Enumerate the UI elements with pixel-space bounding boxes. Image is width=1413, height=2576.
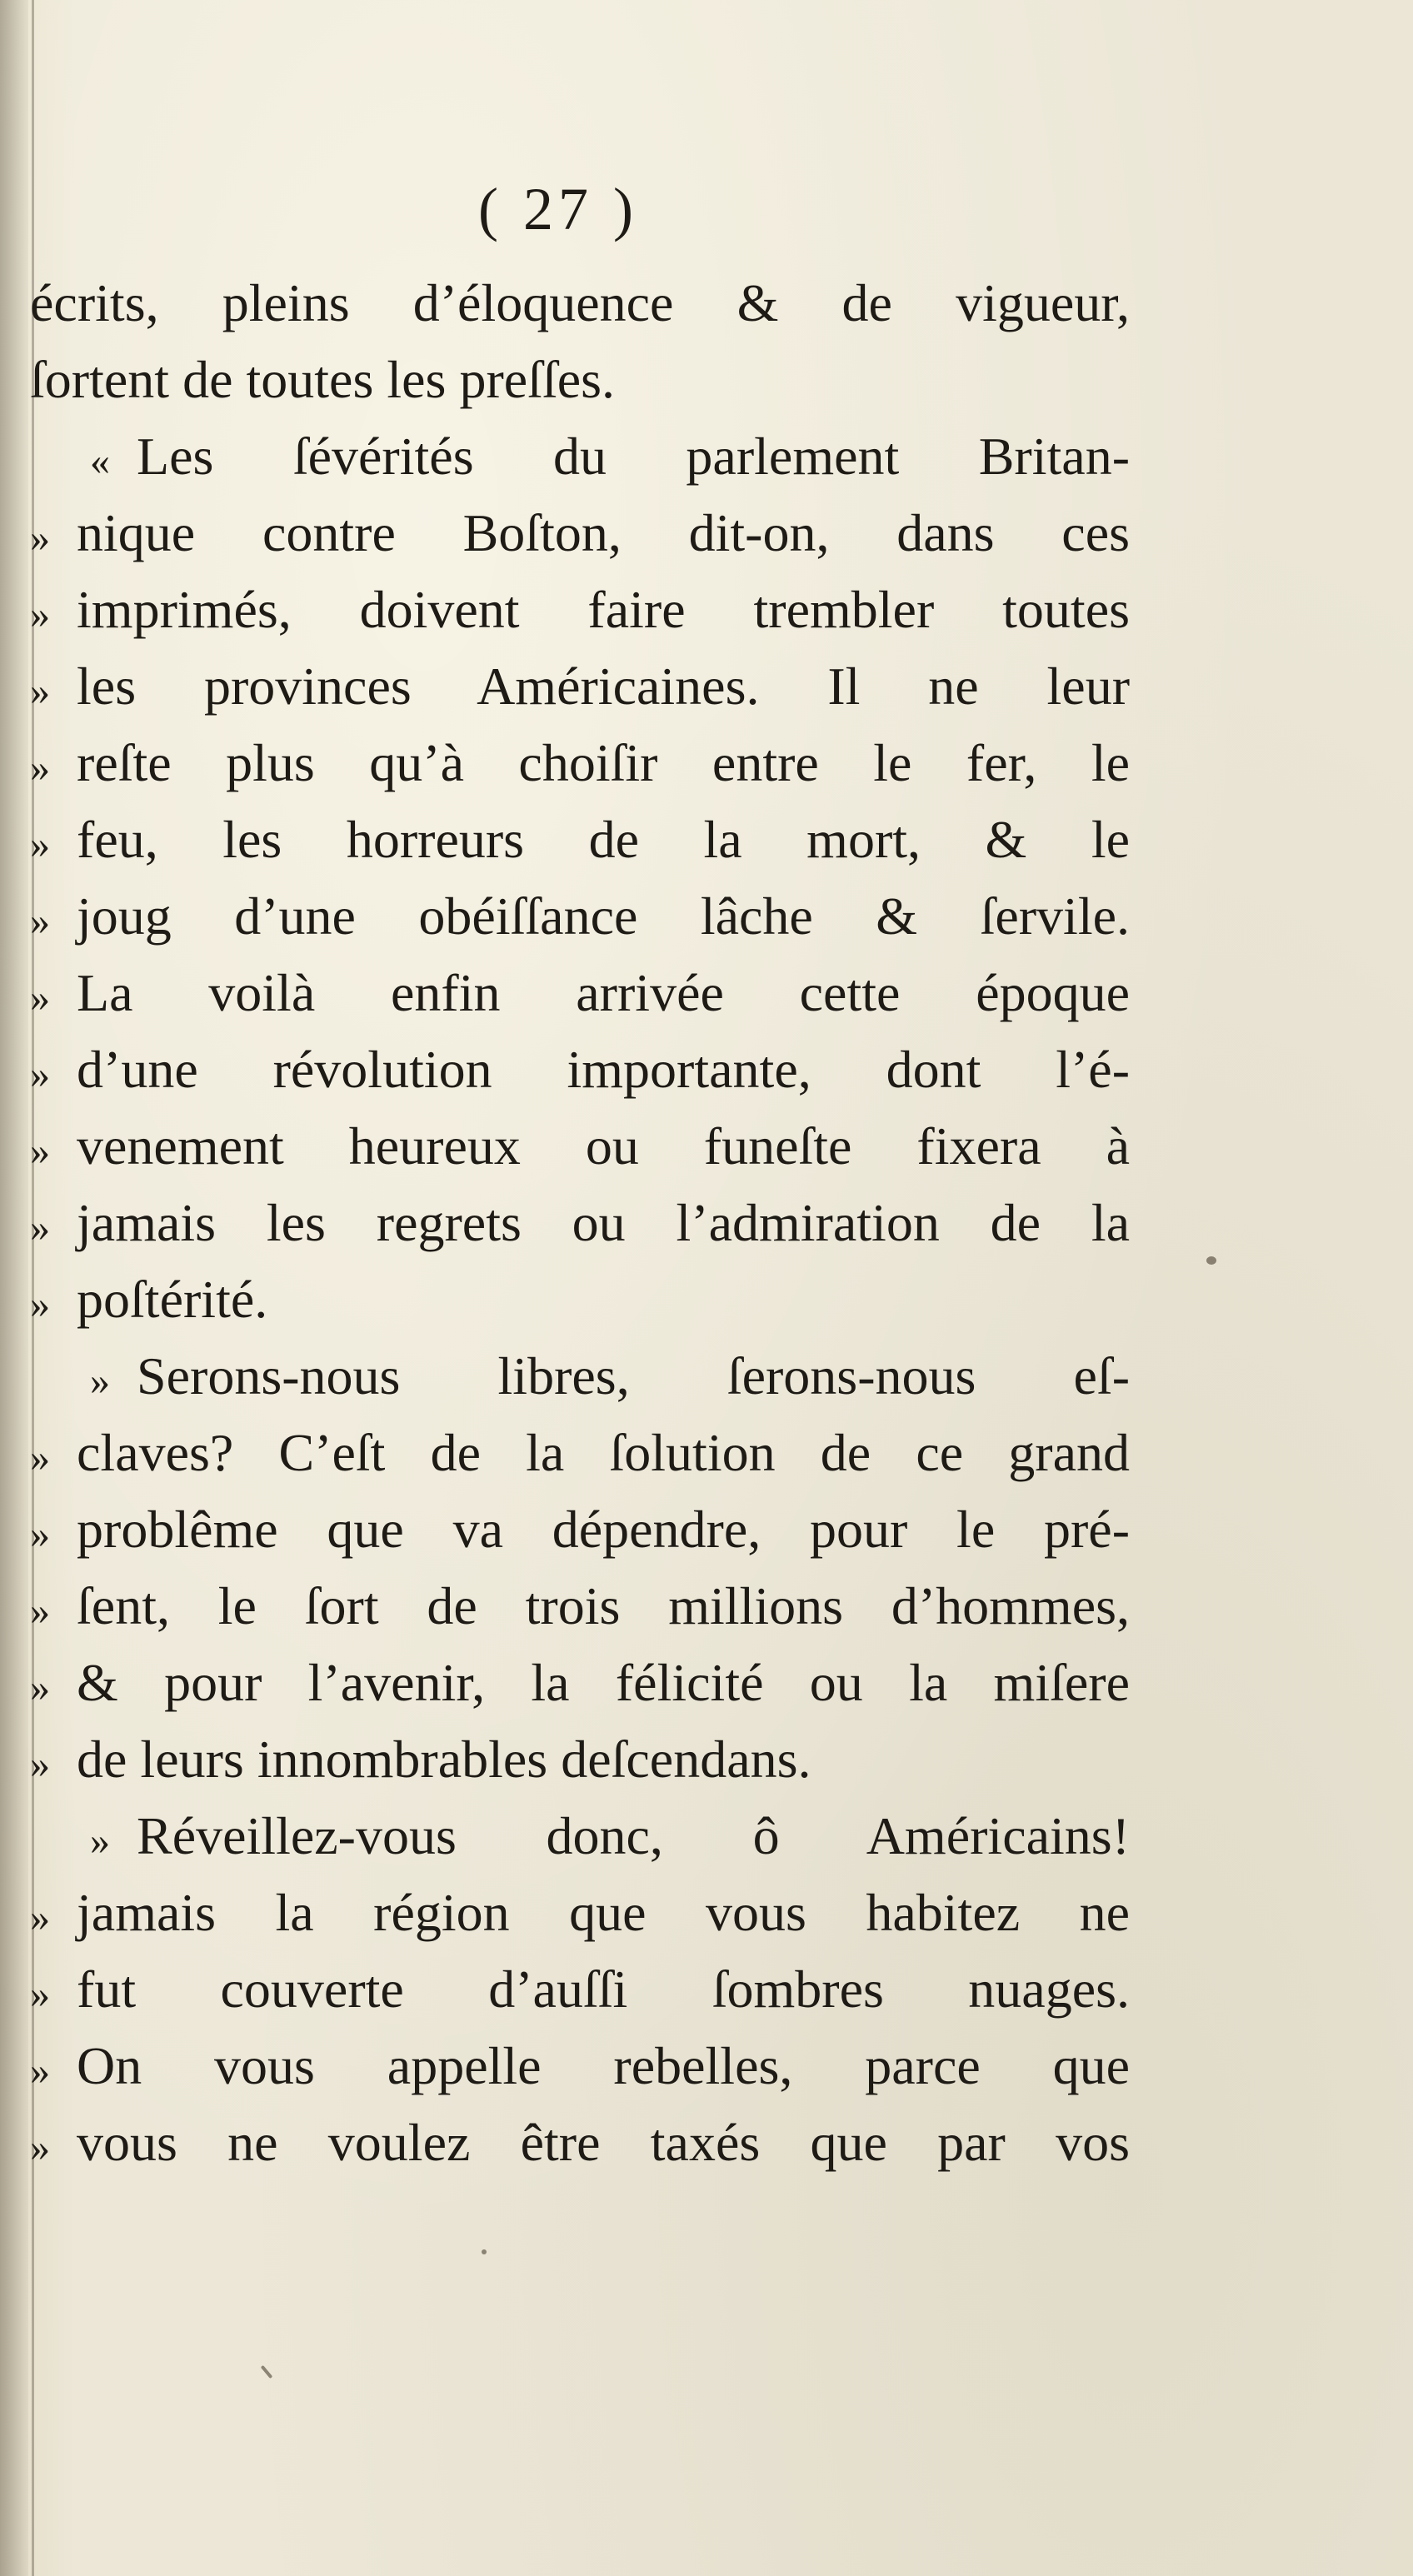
line-text: nique contre Boſton, dit-on, dans ces [77, 503, 1130, 562]
text-line [30, 418, 1130, 495]
line-text: claves? C’eſt de la ſolution de ce grand [77, 1423, 1130, 1482]
text-line [30, 725, 1130, 801]
text-line [30, 265, 1130, 342]
text-line [30, 648, 1130, 725]
quotation-mark: » [30, 1742, 50, 1786]
line-text: & pour l’avenir, la félicité ou la miſere [77, 1653, 1130, 1712]
line-text: jamais la région que vous habitez ne [77, 1883, 1130, 1942]
line-text: d’une révolution importante, dont l’é- [77, 1040, 1130, 1099]
quotation-mark: » [30, 669, 50, 713]
quotation-mark: » [90, 1359, 110, 1403]
text-line [30, 1491, 1130, 1568]
text-line [30, 1951, 1130, 2028]
line-text: Les ſévérités du parlement Britan- [137, 427, 1130, 486]
text-line [30, 1568, 1130, 1645]
quotation-mark: » [30, 1665, 50, 1710]
quotation-mark: » [30, 1129, 50, 1173]
line-text: reſte plus qu’à choiſir entre le fer, le [77, 733, 1130, 792]
text-line [30, 878, 1130, 955]
quotation-mark: » [30, 1512, 50, 1556]
text-line [30, 1031, 1130, 1108]
line-text: joug d’une obéiſſance lâche & ſervile. [77, 886, 1130, 946]
text-line [30, 1108, 1130, 1185]
text-line [30, 1645, 1130, 1721]
text-line [30, 2028, 1130, 2104]
text-line [30, 572, 1130, 648]
quotation-mark: » [30, 2049, 50, 2093]
quotation-mark: » [30, 1895, 50, 1939]
text-line [30, 1261, 1130, 1338]
line-text: La voilà enfin arrivée cette époque [77, 963, 1130, 1022]
quotation-mark: » [30, 1052, 50, 1096]
line-text: ſent, le ſort de trois millions d’hommes, [77, 1576, 1130, 1635]
line-text: imprimés, doivent faire trembler toutes [77, 580, 1130, 639]
text-line [30, 1338, 1130, 1415]
line-text: jamais les regrets ou l’admiration de la [77, 1193, 1130, 1252]
quotation-mark: » [30, 976, 50, 1020]
line-text: ſortent de toutes les preſſes. [30, 350, 616, 409]
body-text [30, 265, 1130, 2181]
text-line [30, 495, 1130, 572]
quotation-mark: » [30, 822, 50, 866]
quotation-mark: » [30, 1972, 50, 2016]
line-text: écrits, pleins d’éloquence & de vigueur, [30, 273, 1130, 332]
text-line [30, 2104, 1130, 2181]
line-text: vous ne voulez être taxés que par vos [77, 2113, 1130, 2172]
paper-speck [482, 2249, 487, 2254]
line-text: feu, les horreurs de la mort, & le [77, 810, 1130, 869]
quotation-mark: » [30, 516, 50, 560]
paper-speck [1206, 1256, 1216, 1265]
quotation-mark: » [30, 746, 50, 790]
line-text: Serons-nous libres, ſerons-nous eſ- [137, 1346, 1130, 1405]
quotation-mark: » [30, 1282, 50, 1326]
line-text: de leurs innombrables deſcendans. [77, 1730, 811, 1789]
line-text: fut couverte d’auſſi ſombres nuages. [77, 1959, 1130, 2019]
line-text: les provinces Américaines. Il ne leur [77, 656, 1130, 716]
binding-gutter-shadow [0, 0, 28, 2576]
quotation-mark: » [30, 592, 50, 637]
quotation-mark: » [30, 2125, 50, 2169]
text-line [30, 801, 1130, 878]
line-text: On vous appelle rebelles, parce que [77, 2036, 1130, 2095]
quotation-mark: « [90, 439, 110, 483]
line-text: problême que va dépendre, pour le pré- [77, 1500, 1130, 1559]
text-line [30, 1875, 1130, 1951]
line-text: Réveillez-vous donc, ô Américains! [137, 1806, 1130, 1865]
text-line [30, 1798, 1130, 1875]
quotation-mark: » [30, 1435, 50, 1480]
page-number: ( 27 ) [478, 176, 638, 242]
quotation-mark: » [30, 899, 50, 943]
text-line [30, 1185, 1130, 1261]
text-line [30, 342, 1130, 418]
text-line [30, 1415, 1130, 1491]
quotation-mark: » [30, 1206, 50, 1250]
paper-speck [261, 2365, 273, 2379]
text-line [30, 1721, 1130, 1798]
line-text: poſtérité. [77, 1270, 268, 1329]
line-text: venement heureux ou funeſte fixera à [77, 1116, 1130, 1176]
quotation-mark: » [90, 1819, 110, 1863]
quotation-mark: » [30, 1589, 50, 1633]
text-line [30, 955, 1130, 1031]
